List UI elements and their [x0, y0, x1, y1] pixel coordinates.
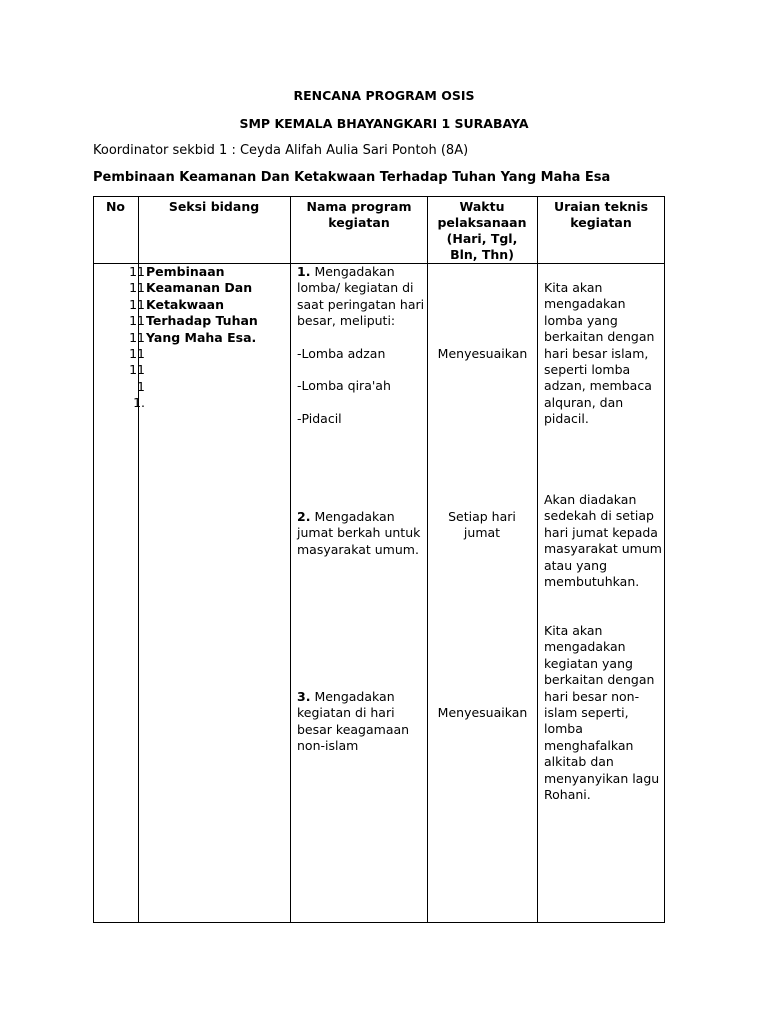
section-heading: Pembinaan Keamanan Dan Ketakwaan Terhadap Tuhan Yang Maha Esa [93, 170, 611, 185]
program-2-name: 2. Mengadakan jumat berkah untuk masyarakat umum. [297, 509, 421, 557]
header-waktu: Waktu pelaksanaan (Hari, Tgl, Bln, Thn) [437, 199, 527, 262]
program-1-item-qiraah: -Lomba qira'ah [297, 378, 391, 393]
program-3-uraian: Kita akan mengadakan kegiatan yang berkaitan dengan hari besar non-islam seperti, lomba menghafalkan alkitab dan menyanyikan lagu Rohani. [544, 623, 660, 803]
coordinator-line: Koordinator sekbid 1 : Ceyda Alifah Aulia Sari Pontoh (8A) [93, 143, 469, 158]
program-1-name: 1. Mengadakan lomba/ kegiatan di saat peringatan hari besar, meliputi: [297, 264, 425, 329]
program-2-waktu: Setiap hari jumat [448, 509, 516, 541]
header-uraian: Uraian teknis kegiatan [553, 199, 649, 230]
program-3-waktu: Menyesuaikan [437, 705, 528, 720]
header-no: No [105, 199, 126, 214]
school-name: SMP KEMALA BHAYANGKARI 1 SURABAYA [239, 116, 529, 131]
program-1-item-pidacil: -Pidacil [297, 411, 342, 426]
no-column-numbers: 11 11 11 11 11 11 11 1 1. [129, 264, 145, 411]
program-3-name: 3. Mengadakan kegiatan di hari besar keagamaan non-islam [297, 689, 410, 754]
column-divider [427, 196, 428, 923]
program-1-item-adzan: -Lomba adzan [297, 346, 386, 361]
program-1-waktu: Menyesuaikan [437, 346, 528, 361]
seksi-bidang-cell: Pembinaan Keamanan Dan Ketakwaan Terhadap Tuhan Yang Maha Esa. [146, 264, 258, 345]
header-seksi-bidang: Seksi bidang [168, 199, 260, 214]
header-nama-program: Nama program kegiatan [306, 199, 412, 230]
program-1-uraian: Kita akan mengadakan lomba yang berkaitan dengan hari besar islam, seperti lomba adzan, membaca alquran, dan pidacil. [544, 280, 655, 427]
column-divider [537, 196, 538, 923]
document-title: RENCANA PROGRAM OSIS [293, 88, 475, 103]
column-divider [290, 196, 291, 923]
program-2-uraian: Akan diadakan sedekah di setiap hari jumat kepada masyarakat umum atau yang membutuhkan. [544, 492, 662, 590]
